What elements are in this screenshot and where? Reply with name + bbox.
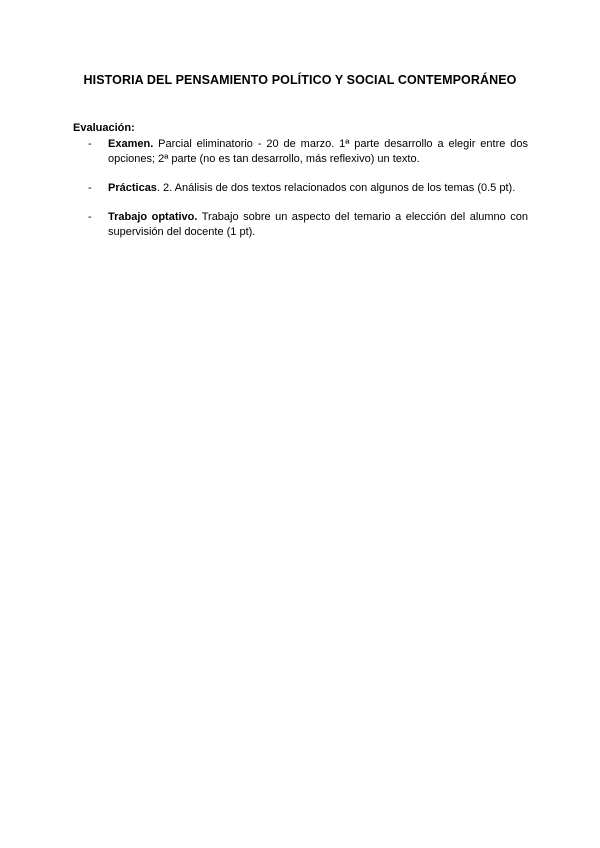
- item-text: Trabajo sobre un aspecto del temario a elección del alumno con supervisión del docente (1 pt).: [108, 211, 528, 238]
- document-title: HISTORIA DEL PENSAMIENTO POLÍTICO Y SOCIAL CONTEMPORÁNEO: [83, 73, 517, 87]
- evaluation-list: [73, 137, 528, 240]
- item-term: Trabajo optativo.: [108, 211, 198, 223]
- list-item-examen: [73, 137, 528, 167]
- item-text: Parcial eliminatorio - 20 de marzo. 1ª parte desarrollo a elegir entre dos opciones; 2ª parte (no es tan desarrollo, más reflexivo) un texto.: [108, 138, 528, 165]
- item-term: Examen.: [108, 138, 154, 150]
- list-item-trabajo-optativo: [73, 210, 528, 240]
- dash-bullet: -: [88, 182, 92, 194]
- dash-bullet: -: [88, 211, 92, 223]
- evaluation-section: [73, 121, 528, 254]
- section-heading: Evaluación:: [73, 122, 135, 134]
- item-term: Prácticas: [108, 182, 157, 194]
- item-text: . 2. Análisis de dos textos relacionados con algunos de los temas (0.5 pt).: [156, 182, 516, 194]
- list-item-practicas: [73, 181, 528, 196]
- dash-bullet: -: [88, 138, 92, 150]
